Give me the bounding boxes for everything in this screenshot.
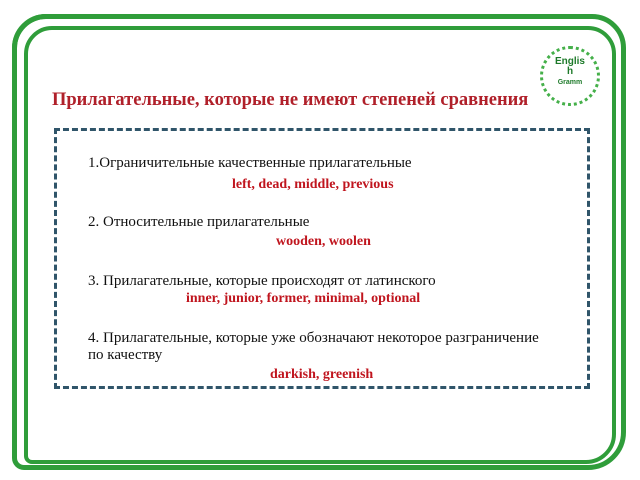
list-item-2-text: 2. Относительные прилагательные xyxy=(88,214,310,230)
badge-line-1: English xyxy=(554,56,585,77)
list-item-2-examples: wooden, woolen xyxy=(276,234,371,249)
list-item-3-examples: inner, junior, former, minimal, optional xyxy=(186,291,421,306)
list-item-1-examples: left, dead, middle, previous xyxy=(232,177,394,192)
list-item-1-text: 1.Ограничительные качественные прилагательные xyxy=(88,155,412,171)
list-item-4-text: 4. Прилагательные, которые уже обозначают некоторое разграничение по качеству xyxy=(88,330,539,363)
badge-line-2: Gramm xyxy=(557,79,583,86)
list-item-3-text: 3. Прилагательные, которые происходят от латинского xyxy=(88,273,436,289)
list-item-4-examples: darkish, greenish xyxy=(270,367,374,382)
slide-title: Прилагательные, которые не имеют степеней сравнения xyxy=(52,90,529,110)
